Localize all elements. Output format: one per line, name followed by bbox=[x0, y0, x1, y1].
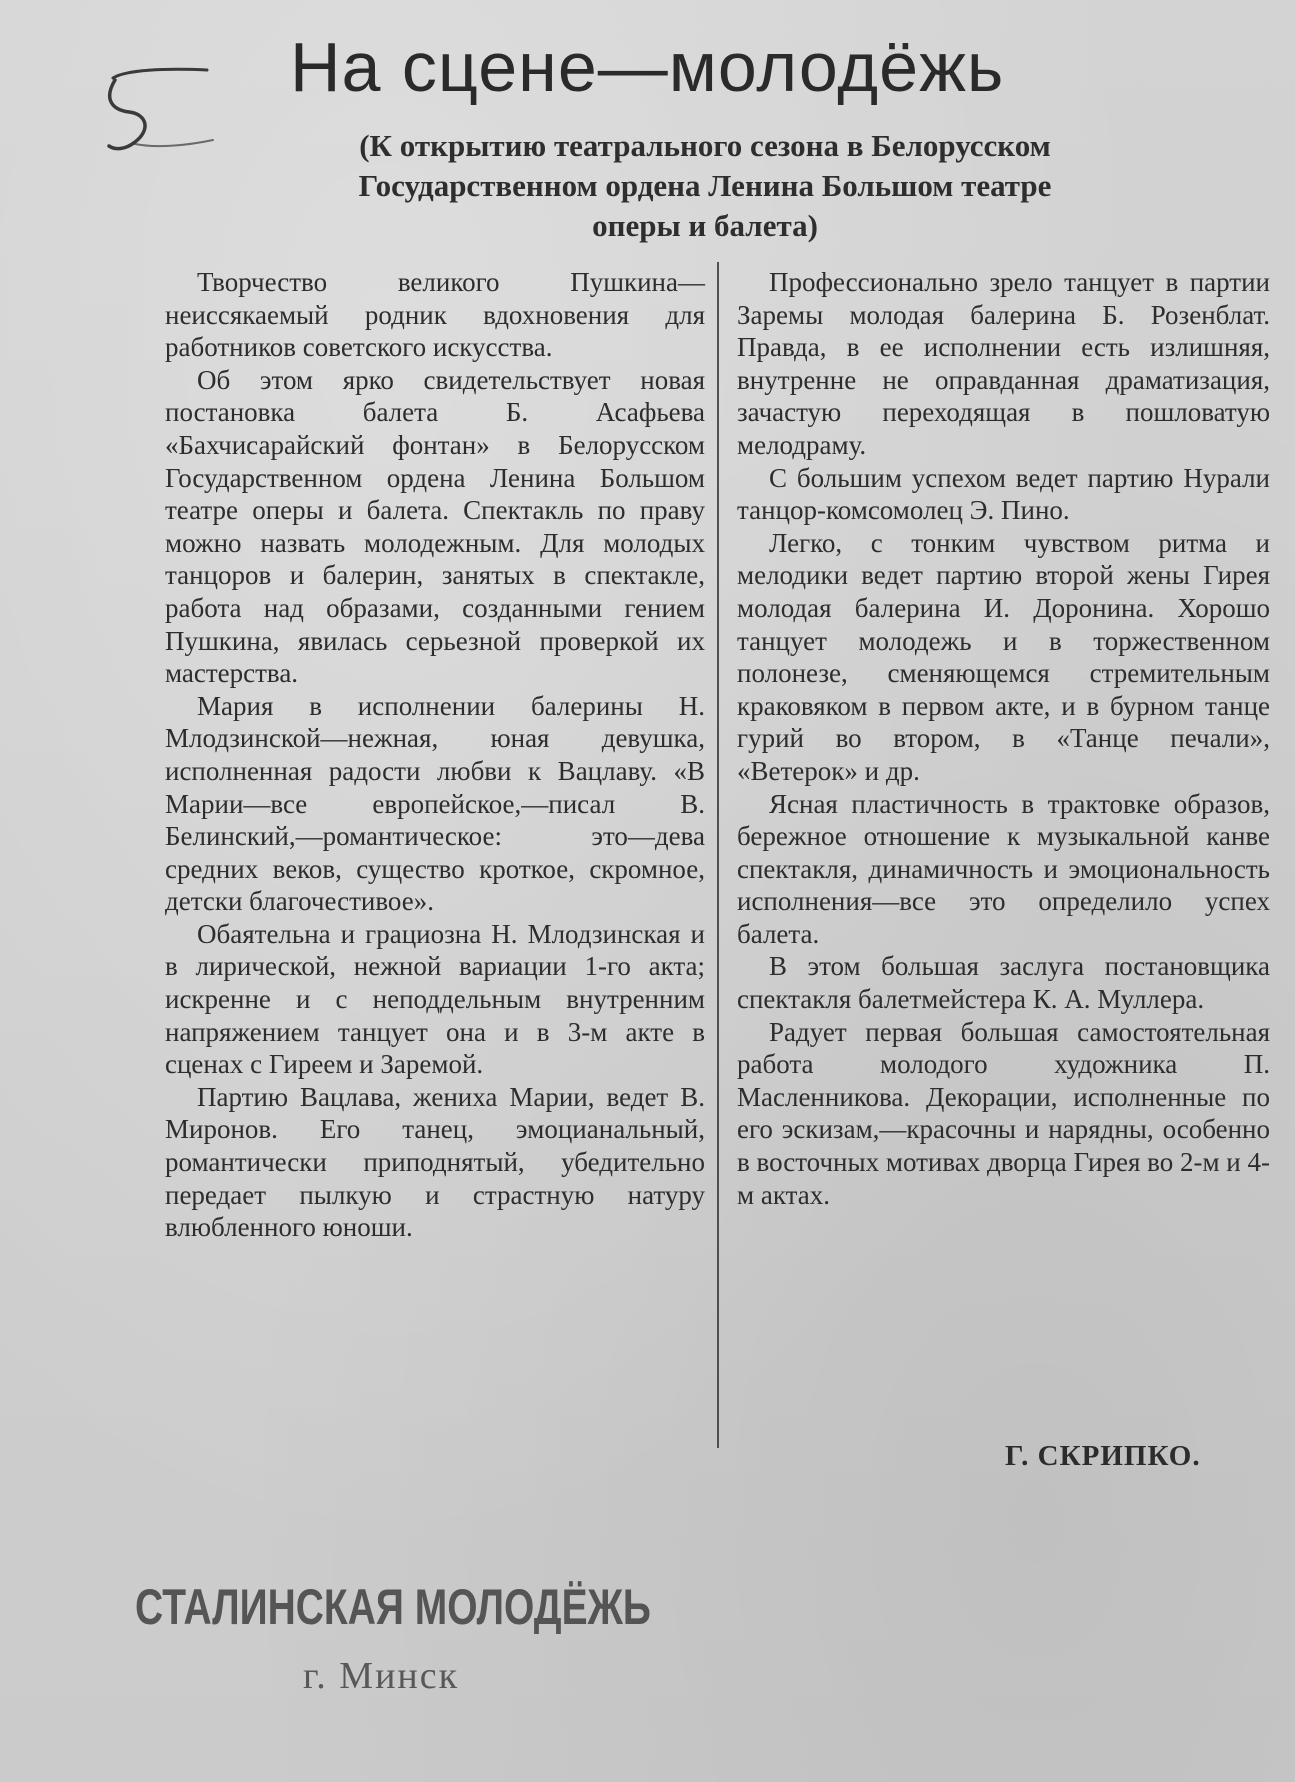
article-left-column bbox=[165, 266, 705, 1244]
article-right-column bbox=[737, 266, 1270, 1211]
article-paragraph: Обаятельна и грациозна Н. Млодзинская и в лирической, нежной вариации 1-го акта; искренне и с неподдельным внутренним напряжением танцует она и в 3-м акте в сценах с Гиреем и Заремой. bbox=[165, 918, 705, 1080]
article-paragraph: Радует первая большая самостоятельная работа молодого художника П. Масленникова. Декорации, исполненные по его эскизам,—красочны и нарядны, особенно в восточных мотивах дворца Гирея во 2-м и 4-м актах. bbox=[737, 1016, 1270, 1210]
newspaper-stamp bbox=[135, 1578, 655, 1698]
handwritten-pencil-mark bbox=[95, 60, 225, 170]
author-signature: Г. СКРИПКО. bbox=[1005, 1440, 1201, 1472]
stamp-city: г. Минск bbox=[303, 1655, 460, 1697]
article-paragraph: Легко, с тонким чувством ритма и мелодики ведет партию второй жены Гирея молодая балерина И. Доронина. Хорошо танцует молодежь и в торжественном полонезе, сменяющемся стремительным краковяком в первом акте, и в бурном танце гурий во втором, в «Танце печали», «Ветерок» и др. bbox=[737, 527, 1270, 786]
subtitle-line: (К открытию театрального сезона в Белорусском bbox=[359, 128, 1051, 163]
article-paragraph: Профессионально зрело танцует в партии Заремы молодая балерина Б. Розенблат. Правда, в ее исполнении есть излишняя, внутренне не оправданная драматизация, зачастую переходящая в пошловатую мелодраму. bbox=[737, 267, 1270, 460]
article-subtitle bbox=[225, 126, 1185, 246]
article-paragraph: Мария в исполнении балерины Н. Млодзинской—нежная, юная девушка, исполненная радости любви к Вацлаву. «В Марии—все европейское,—писал В. Белинский,—романтическое: это—дева средних веков, существо кроткое, скромное, детски благочестивое». bbox=[165, 690, 705, 917]
article-paragraph: Творчество великого Пушкина—неиссякаемый родник вдохновения для работников советского искусства. bbox=[165, 267, 705, 363]
article-paragraph: В этом большая заслуга постановщика спектакля балетмейстера К. А. Муллера. bbox=[737, 951, 1270, 1015]
column-divider bbox=[717, 262, 719, 1448]
stamp-newspaper-name: СТАЛИНСКАЯ МОЛОДЁЖЬ bbox=[135, 1579, 651, 1635]
article-paragraph: Об этом ярко свидетельствует новая постановка балета Б. Асафьева «Бахчисарайский фонтан» в Белорусском Государственном ордена Ленина Большом театре оперы и балета. Спектакль по праву можно назвать молодежным. Для молодых танцоров и балерин, занятых в спектакле, работа над образами, созданными гением Пушкина, явилась серьезной проверкой их мастерства. bbox=[165, 364, 705, 689]
subtitle-line: оперы и балета) bbox=[592, 208, 818, 243]
article-headline: На сцене—молодёжь bbox=[290, 28, 1005, 106]
article-paragraph: Ясная пластичность в трактовке образов, бережное отношение к музыкальной канве спектакля, динамичность и эмоциональность исполнения—все это определило успех балета. bbox=[737, 788, 1270, 949]
article-paragraph: С большим успехом ведет партию Нурали танцор-комсомолец Э. Пино. bbox=[737, 462, 1270, 526]
article-paragraph: Партию Вацлава, жениха Марии, ведет В. Миронов. Его танец, эмоцианальный, романтически приподнятый, убедительно передает пылкую и страстную натуру влюбленного юноши. bbox=[165, 1081, 705, 1243]
subtitle-line: Государственном ордена Ленина Большом театре bbox=[358, 168, 1052, 203]
